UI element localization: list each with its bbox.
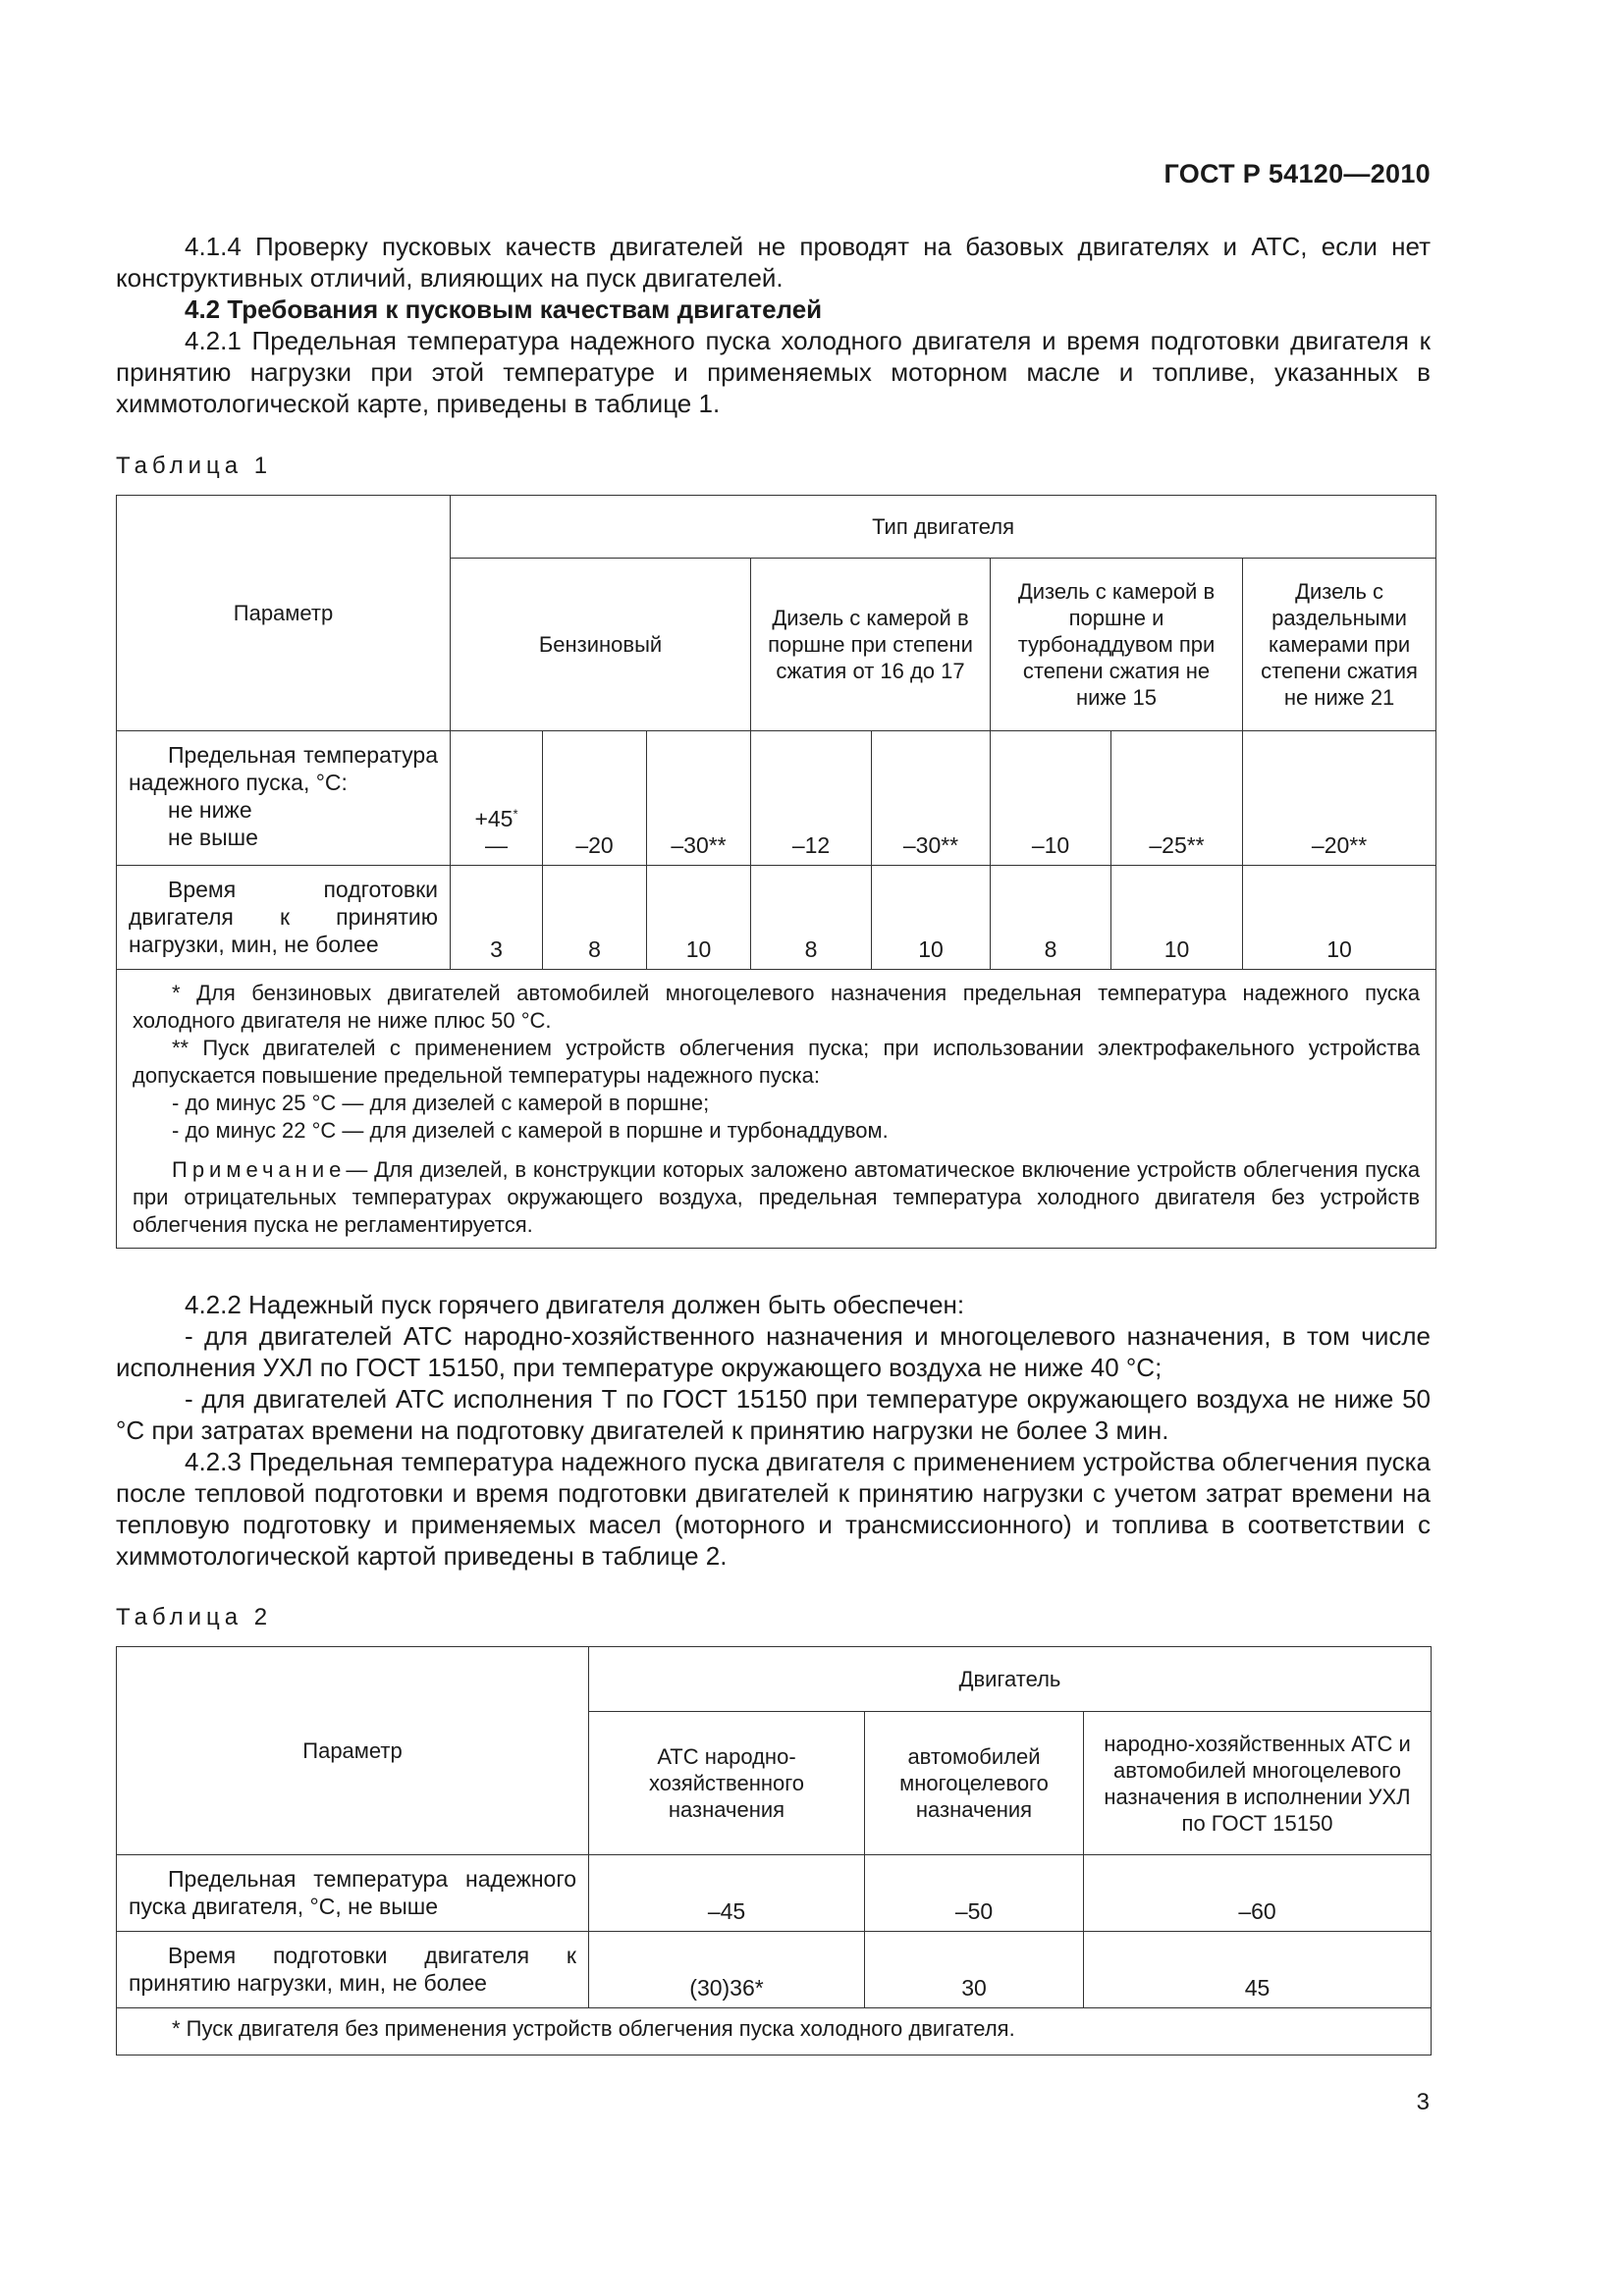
paragraph-4-2-2-a: - для двигателей АТС народно-хозяйственного назначения и многоцелевого назначения, в том числе исполнения УХЛ по ГОСТ 15150, при температуре окружающего воздуха не ниже 40 °С;	[116, 1321, 1431, 1382]
table1-row2-cell5: 10	[872, 866, 991, 970]
table1-row1-cell7: –25**	[1111, 731, 1243, 866]
table2-row1-cell3: –60	[1084, 1855, 1432, 1932]
table1-row1-cell6: –10	[991, 731, 1111, 866]
paragraph-4-1-4: 4.1.4 Проверку пусковых качеств двигателей не проводят на базовых двигателях и АТС, если нет конструктивных отличий, влияющих на пуск двигателей.	[116, 232, 1431, 293]
table1-row2-cell4: 8	[751, 866, 872, 970]
table2-caption: Таблица 2	[116, 1604, 273, 1630]
table1-row1-cell5: –30**	[872, 731, 991, 866]
table2-row1-cell1: –45	[589, 1855, 865, 1932]
table1-row2-cell6: 8	[991, 866, 1111, 970]
table1-row2-cell3: 10	[647, 866, 751, 970]
heading-4-2: 4.2 Требования к пусковым качествам двигателей	[185, 294, 823, 324]
table2-row1-cell2: –50	[865, 1855, 1084, 1932]
table1-row1-cell3: –30**	[647, 731, 751, 866]
table1-col-diesel-sep: Дизель с раздельными камерами при степени сжатия не ниже 21	[1243, 559, 1436, 731]
table1-row1-cell2: –20	[543, 731, 647, 866]
table1-footnote2-a: - до минус 25 °С — для дизелей с камерой в поршне;	[172, 1091, 710, 1115]
table1-col-benzin: Бензиновый	[451, 559, 751, 731]
table2	[116, 1646, 1432, 2056]
table1-footnote2: ** Пуск двигателей с применением устройств облегчения пуска; при использовании электрофакельного устройства допускается повышение предельной температуры надежного пуска:	[133, 1036, 1421, 1088]
table1-row2-cell1: 3	[451, 866, 543, 970]
table2-row1-label: Предельная температура надежного пуска двигателя, °С, не выше	[117, 1855, 589, 1932]
table-row	[117, 866, 1436, 970]
table1-note: Примечание— Для дизелей, в конструкции которых заложено автоматическое включение устройств облегчения пуска при отрицательных температурах окружающего воздуха, предельная температура холодного двигателя без устройств облегчения пуска не регламентируется.	[133, 1157, 1421, 1237]
table1-row2-cell2: 8	[543, 866, 647, 970]
table1-col-diesel-piston: Дизель с камерой в поршне при степени сжатия от 16 до 17	[751, 559, 991, 731]
middle-text	[116, 1289, 1431, 1572]
table1	[116, 495, 1436, 1249]
table1-row2-cell7: 10	[1111, 866, 1243, 970]
table1-row1-label: Предельная температура надежного пуска, °С: не ниже не выше	[117, 731, 451, 866]
paragraph-4-2-2: 4.2.2 Надежный пуск горячего двигателя должен быть обеспечен:	[185, 1290, 965, 1319]
table1-caption: Таблица 1	[116, 453, 273, 479]
table2-row2-label: Время подготовки двигателя к принятию нагрузки, мин, не более	[117, 1932, 589, 2008]
table1-row2-cell8: 10	[1243, 866, 1436, 970]
table2-footnote: * Пуск двигателя без применения устройств облегчения пуска холодного двигателя.	[172, 2015, 1015, 2041]
paragraph-4-2-1: 4.2.1 Предельная температура надежного пуска холодного двигателя и время подготовки двигателя к принятию нагрузки при этой температуре и применяемых моторном масле и топливе, указанных в химмотологической карте, приведены в таблице 1.	[116, 326, 1431, 418]
intro-text	[116, 231, 1431, 419]
table2-col2: автомобилей многоцелевого назначения	[865, 1712, 1084, 1855]
table2-row2-cell2: 30	[865, 1932, 1084, 2008]
table1-footnote2-b: - до минус 22 °С — для дизелей с камерой в поршне и турбонаддувом.	[172, 1118, 889, 1143]
table-row	[117, 731, 1436, 866]
paragraph-4-2-3: 4.2.3 Предельная температура надежного пуска двигателя с применением устройства облегчения пуска после тепловой подготовки и время подготовки двигателей к принятию нагрузки с учетом затрат времени на тепловую подготовку и применяемых масел (моторного и трансмиссионного) и топлива в соответствии с химмотологической картой приведены в таблице 2.	[116, 1447, 1431, 1571]
table1-notes	[117, 970, 1436, 1249]
table1-footnote1: * Для бензиновых двигателей автомобилей многоцелевого назначения предельная температура надежного пуска холодного двигателя не ниже плюс 50 °С.	[133, 981, 1421, 1033]
table2-col1: АТС народно-хозяйственного назначения	[589, 1712, 865, 1855]
table2-group-header: Двигатель	[589, 1647, 1432, 1712]
document-header: ГОСТ Р 54120—2010	[1163, 159, 1431, 188]
table2-row2-cell1: (30)36*	[589, 1932, 865, 2008]
table2-row2-cell3: 45	[1084, 1932, 1432, 2008]
paragraph-4-2-2-b: - для двигателей АТС исполнения Т по ГОСТ 15150 при температуре окружающего воздуха не ниже 50 °С при затратах времени на подготовку двигателей к принятию нагрузки не более 3 мин.	[116, 1384, 1431, 1445]
table1-col-diesel-turbo: Дизель с камерой в поршне и турбонаддувом при степени сжатия не ниже 15	[991, 559, 1243, 731]
page-number: 3	[1416, 2089, 1430, 2115]
table2-notes	[117, 2008, 1432, 2056]
table-row	[117, 1932, 1432, 2008]
table1-row2-label: Время подготовки двигателя к принятию нагрузки, мин, не более	[117, 866, 451, 970]
table2-param-header: Параметр	[117, 1647, 589, 1855]
table1-row1-cell8: –20**	[1243, 731, 1436, 866]
table1-row1-cell4: –12	[751, 731, 872, 866]
table1-param-header: Параметр	[117, 496, 451, 731]
table-row	[117, 1855, 1432, 1932]
table2-col3: народно-хозяйственных АТС и автомобилей многоцелевого назначения в исполнении УХЛ по ГОСТ 15150	[1084, 1712, 1432, 1855]
table1-row1-cell1: +45* —	[451, 731, 543, 866]
table1-group-header: Тип двигателя	[451, 496, 1436, 559]
